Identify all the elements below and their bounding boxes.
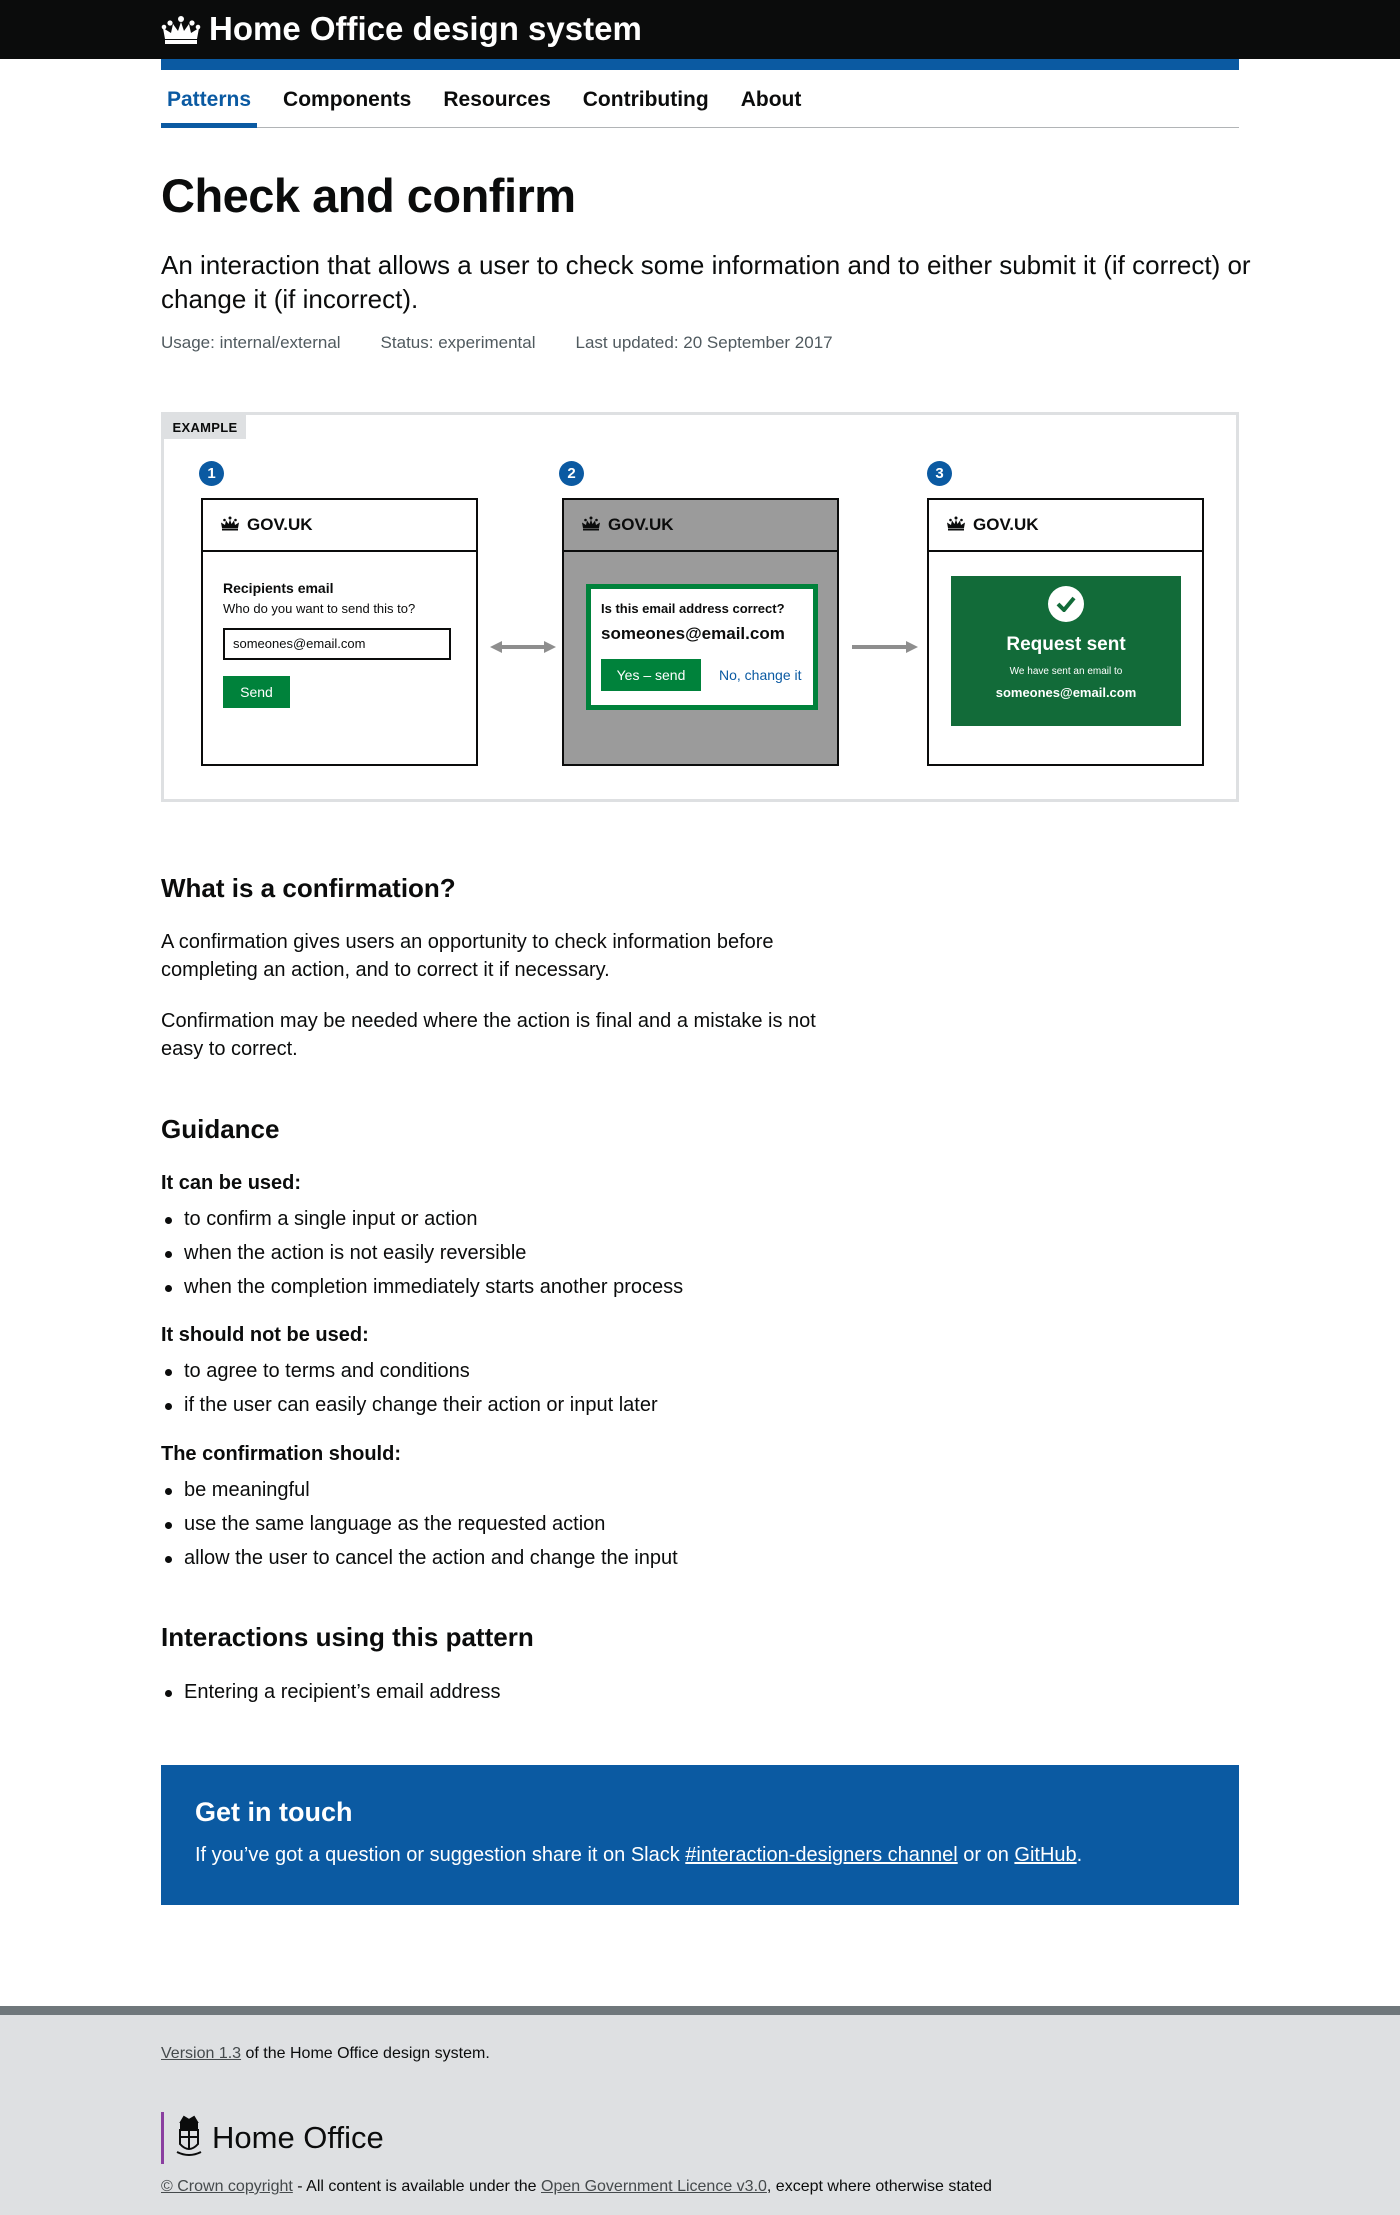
mock-header xyxy=(929,500,1202,552)
list-item: to confirm a single input or action xyxy=(161,1205,683,1239)
mock-change-link: No, change it xyxy=(719,667,802,683)
home-office-logo-text: Home Office xyxy=(212,2120,384,2155)
should-not-be-used-heading: It should not be used: xyxy=(161,1324,369,1346)
nav-item-about[interactable]: About xyxy=(740,88,802,111)
nav-item-components[interactable]: Components xyxy=(283,88,412,111)
page-meta xyxy=(161,333,873,353)
interactions-list xyxy=(161,1678,500,1712)
get-in-touch-title: Get in touch xyxy=(195,1797,353,1827)
version-text: of the Home Office design system. xyxy=(241,2045,490,2062)
footer-version xyxy=(161,2045,490,2063)
example-panel xyxy=(161,412,1239,802)
list-item: when the action is not easily reversible xyxy=(161,1239,683,1273)
step-number-2: 2 xyxy=(559,461,584,486)
home-office-logo[interactable] xyxy=(161,2112,384,2164)
interactions-heading: Interactions using this pattern xyxy=(161,1622,534,1652)
mock-confirm-dialog xyxy=(586,584,818,710)
mock-yes-send-button: Yes – send xyxy=(601,659,701,691)
double-arrow-icon xyxy=(490,639,556,655)
mock-field-label: Recipients email xyxy=(223,580,334,596)
mock-screen-input xyxy=(201,498,478,766)
primary-navigation xyxy=(161,70,1239,128)
meta-usage: Usage: internal/external xyxy=(161,333,341,352)
footer-copyright xyxy=(161,2178,992,2196)
step-number-1: 1 xyxy=(199,461,224,486)
arrow-right-icon xyxy=(852,639,918,655)
example-tag: EXAMPLE xyxy=(164,415,246,439)
ogl-licence-link[interactable]: Open Government Licence v3.0 xyxy=(541,2178,767,2195)
meta-updated: Last updated: 20 September 2017 xyxy=(575,333,833,352)
nav-item-patterns[interactable]: Patterns xyxy=(161,70,257,128)
list-item: to agree to terms and conditions xyxy=(161,1357,658,1391)
mock-send-button: Send xyxy=(223,676,290,708)
mock-header xyxy=(203,500,476,552)
mock-screen-confirm xyxy=(562,498,839,766)
step-number-3: 3 xyxy=(927,461,952,486)
list-item: use the same language as the requested action xyxy=(161,1510,678,1544)
page-lead: An interaction that allows a user to check some information and to either submit it (if correct) or change it (if incorrect). xyxy=(161,250,1251,314)
mock-brand: GOV.UK xyxy=(247,515,313,534)
version-link[interactable]: Version 1.3 xyxy=(161,2045,242,2062)
mock-confirm-email: someones@email.com xyxy=(601,624,785,643)
confirmation-paragraph-2: Confirmation may be needed where the action is final and a mistake is not easy to correct. xyxy=(161,1010,816,1060)
get-in-touch-text xyxy=(195,1844,1082,1867)
get-in-touch-panel xyxy=(161,1765,1239,1905)
mock-success-text: We have sent an email to xyxy=(1009,666,1123,677)
royal-crest-icon xyxy=(174,2114,204,2163)
mock-email-input: someones@email.com xyxy=(223,628,451,660)
confirmation-paragraph-1: A confirmation gives users an opportunity to check information before completing an action, and to correct it if necessary. xyxy=(161,931,774,981)
mock-header xyxy=(564,500,837,552)
mock-screen-sent xyxy=(927,498,1204,766)
page-title: Check and confirm xyxy=(161,169,576,222)
site-header xyxy=(0,0,1400,59)
slack-channel-link[interactable]: #interaction-designers channel xyxy=(685,1844,958,1866)
list-item: if the user can easily change their action or input later xyxy=(161,1391,658,1425)
touch-text-mid: or on xyxy=(957,1844,1015,1866)
list-item: allow the user to cancel the action and change the input xyxy=(161,1544,678,1578)
guidance-heading: Guidance xyxy=(161,1114,280,1144)
crown-copyright-link[interactable]: © Crown copyright xyxy=(161,2178,293,2195)
mock-brand: GOV.UK xyxy=(608,515,674,534)
crown-icon xyxy=(219,515,241,536)
meta-status: Status: experimental xyxy=(380,333,536,352)
site-footer xyxy=(0,2006,1400,2215)
mock-success-title: Request sent xyxy=(1006,634,1126,655)
copyright-text-end: , except where otherwise stated xyxy=(766,2178,992,2195)
mock-field-hint: Who do you want to send this to? xyxy=(223,601,416,616)
github-link[interactable]: GitHub xyxy=(1014,1844,1077,1866)
can-be-used-list xyxy=(161,1205,683,1307)
should-not-be-used-list xyxy=(161,1357,658,1425)
list-item: Entering a recipient’s email address xyxy=(161,1678,500,1712)
nav-item-resources[interactable]: Resources xyxy=(443,88,551,111)
can-be-used-heading: It can be used: xyxy=(161,1172,302,1194)
mock-brand: GOV.UK xyxy=(973,515,1039,534)
list-item: be meaningful xyxy=(161,1476,678,1510)
mock-success-panel xyxy=(951,576,1181,726)
touch-text-start: If you’ve got a question or suggestion share it on Slack xyxy=(195,1844,686,1866)
touch-text-end: . xyxy=(1076,1844,1083,1866)
mock-confirm-question: Is this email address correct? xyxy=(601,601,785,616)
copyright-text: - All content is available under the xyxy=(292,2178,541,2195)
confirmation-should-heading: The confirmation should: xyxy=(161,1443,401,1465)
crown-icon xyxy=(580,515,602,536)
site-title[interactable]: Home Office design system xyxy=(209,10,642,47)
crown-icon xyxy=(945,515,967,536)
confirmation-should-list xyxy=(161,1476,678,1578)
confirmation-heading: What is a confirmation? xyxy=(161,873,456,903)
site-logo[interactable] xyxy=(161,10,642,48)
nav-item-contributing[interactable]: Contributing xyxy=(582,88,709,111)
header-accent-bar xyxy=(161,59,1239,70)
list-item: when the completion immediately starts another process xyxy=(161,1273,683,1307)
mock-success-email: someones@email.com xyxy=(995,685,1137,700)
crown-icon xyxy=(161,13,201,45)
check-icon xyxy=(1048,586,1084,622)
